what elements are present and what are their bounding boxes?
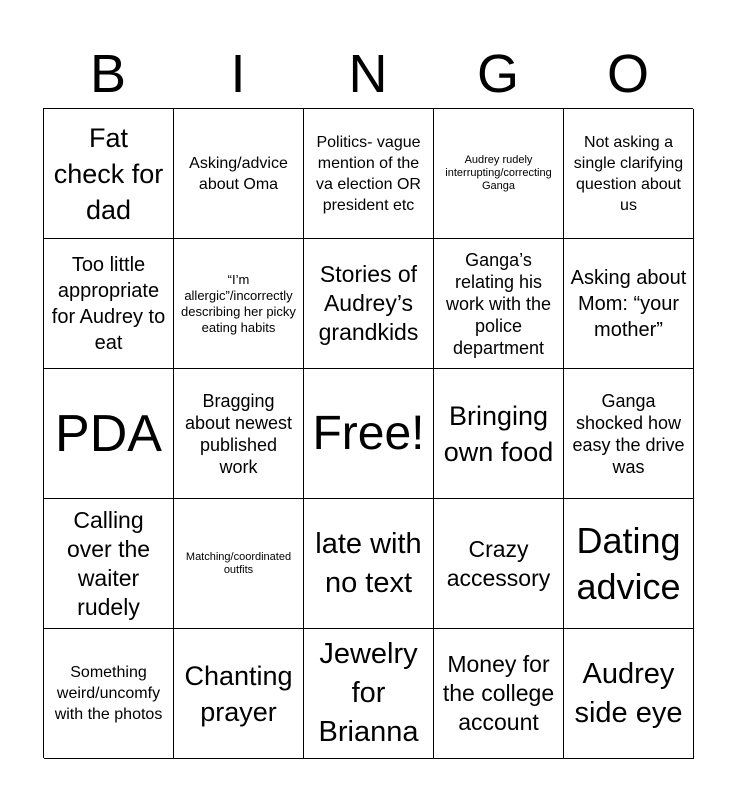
square-label: Stories of Audrey’s grandkids (318, 261, 419, 345)
square-label: Bragging about newest published work (184, 390, 293, 477)
square-label: Asking about Mom: “your mother” (570, 266, 687, 341)
square-label: Calling over the waiter rudely (66, 506, 151, 620)
bingo-header (43, 40, 693, 108)
square-label: Crazy accessory (446, 535, 551, 591)
square-label: Audrey side eye (574, 657, 683, 729)
square-label: Audrey rudely interrupting/correcting Ganga (445, 154, 552, 192)
square-label: Matching/coordinated outfits (185, 550, 292, 576)
header-letter-n: N (348, 44, 388, 104)
square-label: Something weird/uncomfy with the photos (54, 664, 163, 723)
bingo-square[interactable] (44, 629, 174, 759)
square-label: late with no text (315, 527, 422, 599)
bingo-square[interactable] (174, 239, 304, 369)
bingo-square[interactable] (564, 629, 694, 759)
bingo-square[interactable] (44, 499, 174, 629)
header-letter-g: G (476, 44, 519, 104)
bingo-square[interactable] (434, 499, 564, 629)
square-label: PDA (55, 404, 162, 463)
bingo-square[interactable] (304, 109, 434, 239)
bingo-square[interactable] (304, 239, 434, 369)
bingo-square[interactable] (304, 499, 434, 629)
bingo-square[interactable] (44, 239, 174, 369)
bingo-square[interactable] (44, 109, 174, 239)
bingo-square[interactable] (44, 369, 174, 499)
bingo-square[interactable] (434, 109, 564, 239)
header-letter-o: O (606, 44, 649, 104)
bingo-square[interactable] (434, 369, 564, 499)
square-label: Too little appropriate for Audrey to eat (51, 253, 166, 354)
square-label: Jewelry for Brianna (318, 638, 419, 748)
square-label: Politics- vague mention of the va election OR president etc (316, 133, 421, 214)
header-letter-b: B (89, 44, 127, 104)
square-label: Ganga shocked how easy the drive was (572, 390, 685, 477)
square-label: Fat check for dad (53, 122, 164, 225)
square-label: Not asking a single clarifying question about us (573, 133, 684, 214)
free-square[interactable] (304, 369, 434, 499)
square-label: Asking/advice about Oma (189, 154, 288, 193)
bingo-square[interactable] (174, 499, 304, 629)
bingo-square[interactable] (174, 109, 304, 239)
square-label: “I’m allergic”/incorrectly describing her picky eating habits (181, 271, 296, 335)
bingo-square[interactable] (564, 109, 694, 239)
bingo-square[interactable] (564, 499, 694, 629)
header-letter-i: I (230, 44, 246, 104)
square-label: Chanting prayer (184, 660, 293, 727)
bingo-square[interactable] (304, 629, 434, 759)
bingo-card (43, 108, 693, 758)
bingo-square[interactable] (564, 239, 694, 369)
bingo-square[interactable] (174, 629, 304, 759)
free-label: Free! (312, 406, 425, 460)
square-label: Bringing own food (443, 400, 554, 467)
square-label: Money for the college account (442, 651, 555, 735)
bingo-square[interactable] (564, 369, 694, 499)
bingo-square[interactable] (174, 369, 304, 499)
square-label: Dating advice (576, 519, 681, 607)
bingo-square[interactable] (434, 239, 564, 369)
bingo-square[interactable] (434, 629, 564, 759)
square-label: Ganga’s relating his work with the police department (445, 249, 552, 358)
